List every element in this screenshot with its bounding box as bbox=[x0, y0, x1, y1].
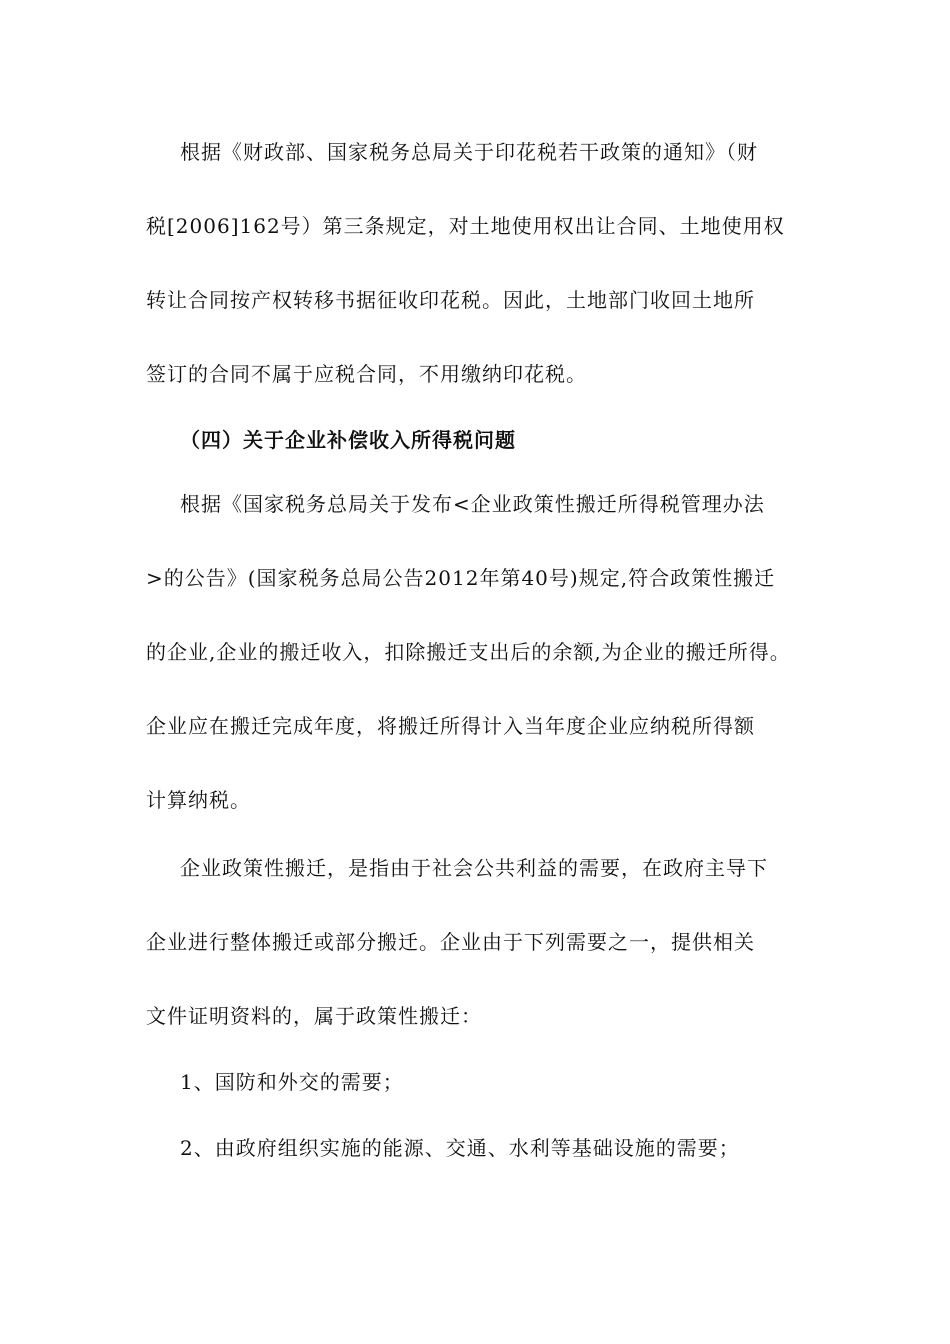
paragraph-2-line-3: 的企业,企业的搬迁收入，扣除搬迁支出后的余额,为企业的搬迁所得。 bbox=[146, 640, 791, 664]
paragraph-2-line-2: >的公告》(国家税务总局公告2012年第40号)规定,符合政策性搬迁 bbox=[146, 566, 776, 590]
section-heading: （四）关于企业补偿收入所得税问题 bbox=[180, 428, 516, 452]
paragraph-2-line-5: 计算纳税。 bbox=[146, 788, 251, 812]
list-item: 2、由政府组织实施的能源、交通、水利等基础设施的需要； bbox=[180, 1136, 740, 1160]
paragraph-1-line-2: 税[2006]162号）第三条规定，对土地使用权出让合同、土地使用权 bbox=[146, 214, 785, 238]
paragraph-3-line-2: 企业进行整体搬迁或部分搬迁。企业由于下列需要之一，提供相关 bbox=[146, 930, 755, 954]
paragraph-2-line-1: 根据《国家税务总局关于发布<企业政策性搬迁所得税管理办法 bbox=[180, 492, 765, 516]
list-item: 1、国防和外交的需要； bbox=[180, 1070, 404, 1094]
paragraph-1-line-4: 签订的合同不属于应税合同，不用缴纳印花税。 bbox=[146, 362, 587, 386]
paragraph-1-line-1: 根据《财政部、国家税务总局关于印花税若干政策的通知》（财 bbox=[180, 140, 758, 164]
paragraph-1-line-3: 转让合同按产权转移书据征收印花税。因此，土地部门收回土地所 bbox=[146, 288, 755, 312]
paragraph-2-line-4: 企业应在搬迁完成年度，将搬迁所得计入当年度企业应纳税所得额 bbox=[146, 714, 755, 738]
paragraph-3-line-3: 文件证明资料的，属于政策性搬迁： bbox=[146, 1004, 482, 1028]
paragraph-3-line-1: 企业政策性搬迁，是指由于社会公共利益的需要，在政府主导下 bbox=[180, 856, 768, 880]
